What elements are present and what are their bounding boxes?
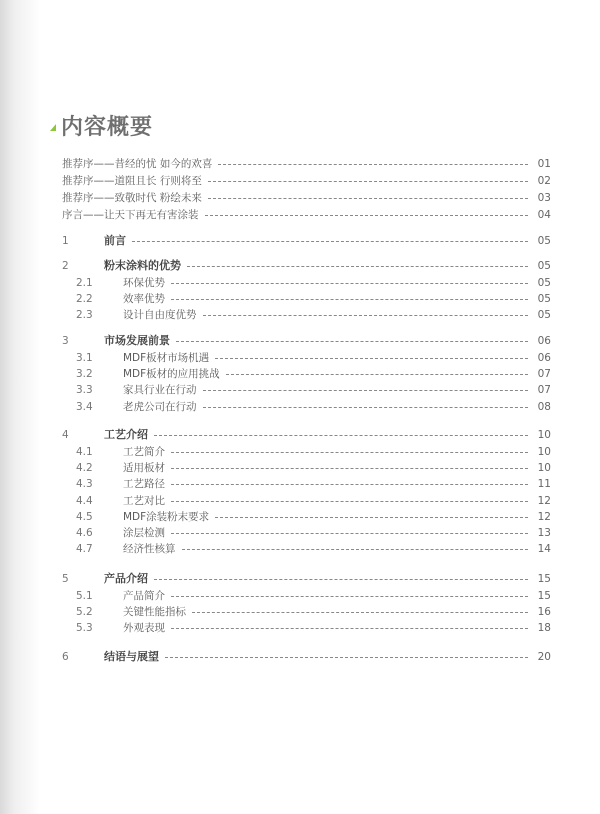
toc-row-subsection[interactable]	[0, 541, 600, 557]
toc-row-subsection[interactable]	[0, 509, 600, 525]
toc-row-preface[interactable]	[0, 207, 600, 223]
dotted-leader	[171, 283, 528, 284]
entry-number: 1	[62, 235, 69, 247]
entry-label: 推荐序——道阻且长 行则将至	[62, 175, 202, 187]
toc-row-preface[interactable]	[0, 156, 600, 172]
entry-number: 5.2	[76, 606, 93, 619]
entry-number: 3.3	[76, 384, 93, 397]
entry-label: 前言	[104, 234, 126, 247]
toc-row-subsection[interactable]	[0, 307, 600, 323]
entry-number: 3.2	[76, 368, 93, 381]
entry-number: 4.4	[76, 494, 93, 507]
entry-page: 05	[537, 293, 551, 306]
entry-label: 设计自由度优势	[123, 309, 197, 322]
dotted-leader	[203, 407, 529, 408]
entry-number: 4.3	[76, 478, 93, 491]
entry-number: 3.4	[76, 400, 93, 413]
toc-row-section[interactable]	[0, 571, 600, 587]
dotted-leader	[171, 628, 528, 629]
entry-page: 03	[537, 192, 551, 204]
entry-number: 2.3	[76, 309, 93, 322]
entry-number: 2	[62, 260, 69, 272]
dotted-leader	[192, 612, 528, 613]
entry-label: 工艺简介	[123, 446, 165, 458]
dotted-leader	[182, 549, 529, 550]
entry-label: 工艺对比	[123, 494, 165, 507]
entry-page: 01	[537, 158, 551, 170]
entry-number: 4.7	[76, 543, 93, 556]
dotted-leader	[215, 358, 528, 359]
toc-row-subsection[interactable]	[0, 588, 600, 604]
entry-label: 序言——让天下再无有害涂装	[62, 209, 199, 221]
entry-label: 关键性能指标	[123, 606, 186, 619]
toc-row-preface[interactable]	[0, 190, 600, 206]
dotted-leader	[205, 215, 529, 216]
entry-label: 外观表现	[123, 622, 165, 635]
toc-row-section[interactable]	[0, 233, 600, 249]
dotted-leader	[154, 579, 528, 580]
entry-page: 05	[537, 309, 551, 322]
toc-row-section[interactable]	[0, 258, 600, 274]
entry-label: 粉末涂料的优势	[104, 259, 181, 272]
dotted-leader	[154, 435, 528, 436]
toc-row-subsection[interactable]	[0, 493, 600, 509]
entry-number: 5.3	[76, 622, 93, 635]
toc-row-section[interactable]	[0, 333, 600, 349]
dotted-leader	[132, 241, 528, 242]
dotted-leader	[208, 181, 528, 182]
toc-row-preface[interactable]	[0, 173, 600, 189]
entry-number: 6	[62, 651, 69, 663]
toc-row-subsection[interactable]	[0, 525, 600, 541]
entry-number: 3.1	[76, 352, 93, 364]
entry-page: 12	[537, 494, 551, 507]
entry-label: 结语与展望	[104, 650, 159, 663]
toc-row-section[interactable]	[0, 649, 600, 665]
dotted-leader	[171, 484, 528, 485]
entry-page: 04	[537, 209, 551, 221]
entry-page: 15	[537, 590, 551, 602]
toc-row-subsection[interactable]	[0, 399, 600, 415]
toc-row-subsection[interactable]	[0, 382, 600, 398]
toc-row-subsection[interactable]	[0, 275, 600, 291]
entry-page: 05	[537, 260, 551, 272]
dotted-leader	[203, 390, 529, 391]
entry-number: 3	[62, 335, 69, 347]
dotted-leader	[208, 198, 528, 199]
entry-page: 07	[537, 368, 551, 381]
entry-label: MDF涂装粉末要求	[123, 510, 210, 523]
entry-label: 涂层检测	[123, 527, 165, 539]
entry-page: 08	[537, 400, 551, 413]
dotted-leader	[165, 657, 528, 658]
entry-number: 2.1	[76, 277, 93, 289]
entry-number: 4	[62, 429, 69, 441]
entry-label: 家具行业在行动	[123, 384, 197, 397]
dotted-leader	[203, 315, 529, 316]
toc-row-subsection[interactable]	[0, 476, 600, 492]
toc-row-subsection[interactable]	[0, 291, 600, 307]
entry-page: 07	[537, 384, 551, 397]
entry-label: 产品介绍	[104, 572, 148, 585]
dotted-leader	[171, 299, 528, 300]
entry-page: 15	[537, 573, 551, 585]
entry-page: 10	[537, 462, 551, 475]
entry-page: 13	[537, 527, 551, 539]
entry-label: 市场发展前景	[104, 334, 170, 347]
entry-label: 经济性核算	[123, 543, 176, 556]
entry-page: 20	[537, 651, 551, 663]
entry-number: 5.1	[76, 590, 93, 602]
entry-page: 16	[537, 606, 551, 619]
entry-label: 适用板材	[123, 462, 165, 475]
entry-page: 06	[537, 335, 551, 347]
entry-page: 18	[537, 622, 551, 635]
dotted-leader	[171, 452, 528, 453]
entry-number: 4.6	[76, 527, 93, 539]
entry-number: 4.5	[76, 510, 93, 523]
entry-page: 06	[537, 352, 551, 364]
entry-label: 推荐序——致敬时代 粉绘未来	[62, 192, 202, 204]
entry-label: 产品简介	[123, 590, 165, 602]
dotted-leader	[171, 596, 528, 597]
entry-page: 14	[537, 543, 551, 556]
entry-page: 05	[537, 235, 551, 247]
dotted-leader	[176, 341, 528, 342]
toc-title: 内容概要	[61, 115, 154, 140]
toc-row-subsection[interactable]	[0, 366, 600, 382]
entry-page: 10	[537, 446, 551, 458]
toc-row-subsection[interactable]	[0, 350, 600, 366]
entry-page: 10	[537, 429, 551, 441]
entry-number: 4.1	[76, 446, 93, 458]
toc-row-subsection[interactable]	[0, 444, 600, 460]
toc-row-section[interactable]	[0, 427, 600, 443]
entry-number: 4.2	[76, 462, 93, 475]
entry-page: 02	[537, 175, 551, 187]
entry-page: 05	[537, 277, 551, 289]
dotted-leader	[171, 468, 528, 469]
entry-label: 效率优势	[123, 293, 165, 306]
dotted-leader	[215, 517, 528, 518]
dotted-leader	[171, 501, 528, 502]
entry-page: 11	[537, 478, 551, 491]
entry-number: 2.2	[76, 293, 93, 306]
toc-row-subsection[interactable]	[0, 604, 600, 620]
entry-page: 12	[537, 510, 551, 523]
toc-row-subsection[interactable]	[0, 460, 600, 476]
entry-number: 5	[62, 573, 69, 585]
entry-label: 工艺路径	[123, 478, 165, 491]
entry-label: 推荐序——昔经的忧 如今的欢喜	[62, 158, 213, 170]
dotted-leader	[171, 533, 528, 534]
toc-row-subsection[interactable]	[0, 620, 600, 636]
entry-label: 环保优势	[123, 277, 165, 289]
entry-label: 老虎公司在行动	[123, 400, 197, 413]
entry-label: MDF板材的应用挑战	[123, 368, 220, 381]
entry-label: MDF板材市场机遇	[123, 352, 210, 364]
dotted-leader	[226, 374, 528, 375]
dotted-leader	[187, 266, 528, 267]
dotted-leader	[218, 164, 528, 165]
entry-label: 工艺介绍	[104, 428, 148, 441]
